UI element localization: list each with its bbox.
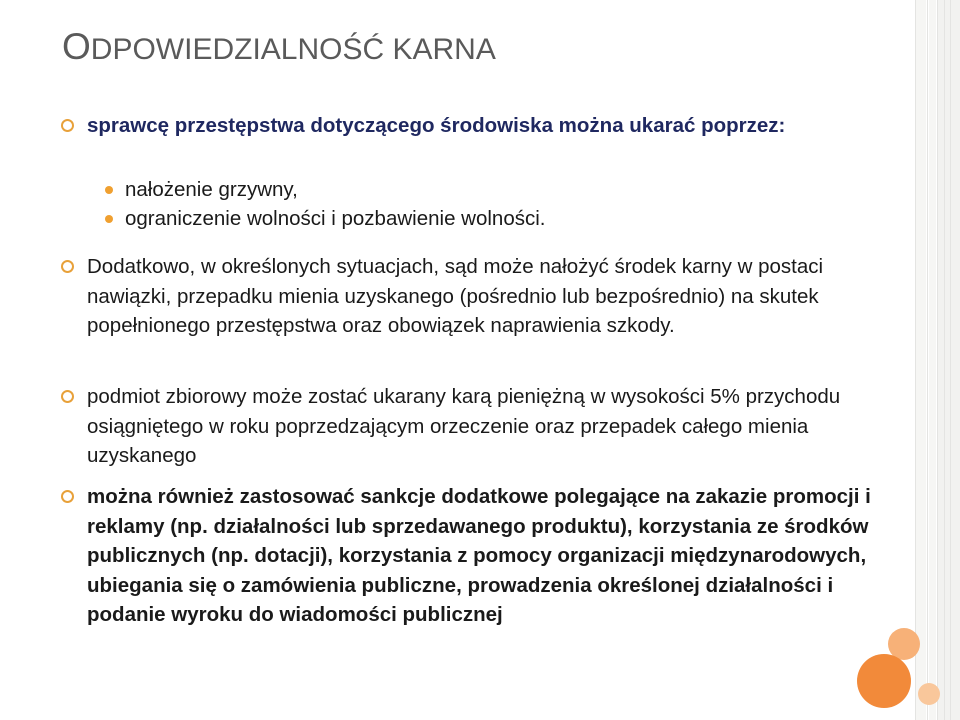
bullet-text: podmiot zbiorowy może zostać ukarany karą pieniężną w wysokości 5% przychodu osiągniętego w roku poprzedzającym orzeczenie oraz przepadek całego mienia uzyskanego xyxy=(87,385,841,467)
bullet-item xyxy=(87,382,877,471)
decorative-circle xyxy=(918,683,940,705)
orange-dot-bullet-icon xyxy=(105,186,113,194)
bullet-text: sprawcę przestępstwa dotyczącego środowiska można ukarać poprzez: xyxy=(87,114,786,137)
decorative-circle xyxy=(857,654,911,708)
orange-ring-bullet-icon xyxy=(61,390,74,403)
bullet-item xyxy=(87,482,877,630)
bullet-text: można również zastosować sankcje dodatkowe polegające na zakazie promocji i reklamy (np. działalności lub sprzedawanego produktu), korzystania ze środków publicznych (np. dotacji), korzystania z pomocy organizacji międzynarodowych, ubiegania się o zamówienia publiczne, prowadzenia określonej działalności i podanie wyroku do wiadomości publicznej xyxy=(87,485,871,626)
sub-bullet-text: nałożenie grzywny, xyxy=(125,178,298,201)
sub-bullet-item xyxy=(125,204,545,234)
bullet-item xyxy=(87,111,877,141)
title-rest: DPOWIEDZIALNOŚĆ KARNA xyxy=(90,33,496,66)
sub-bullet-item xyxy=(125,175,298,205)
orange-dot-bullet-icon xyxy=(105,215,113,223)
bullet-item xyxy=(87,252,877,341)
sub-bullet-text: ograniczenie wolności i pozbawienie wolności. xyxy=(125,207,546,230)
title-first-letter: O xyxy=(62,26,91,67)
orange-ring-bullet-icon xyxy=(61,490,74,503)
bullet-text: Dodatkowo, w określonych sytuacjach, sąd może nałożyć środek karny w postaci nawiązki, przepadku mienia uzyskanego (pośrednio lub bezpośrednio) na skutek popełnionego przestępstwa oraz obowiązek naprawienia szkody. xyxy=(87,255,824,337)
orange-ring-bullet-icon xyxy=(61,260,74,273)
orange-ring-bullet-icon xyxy=(61,119,74,132)
